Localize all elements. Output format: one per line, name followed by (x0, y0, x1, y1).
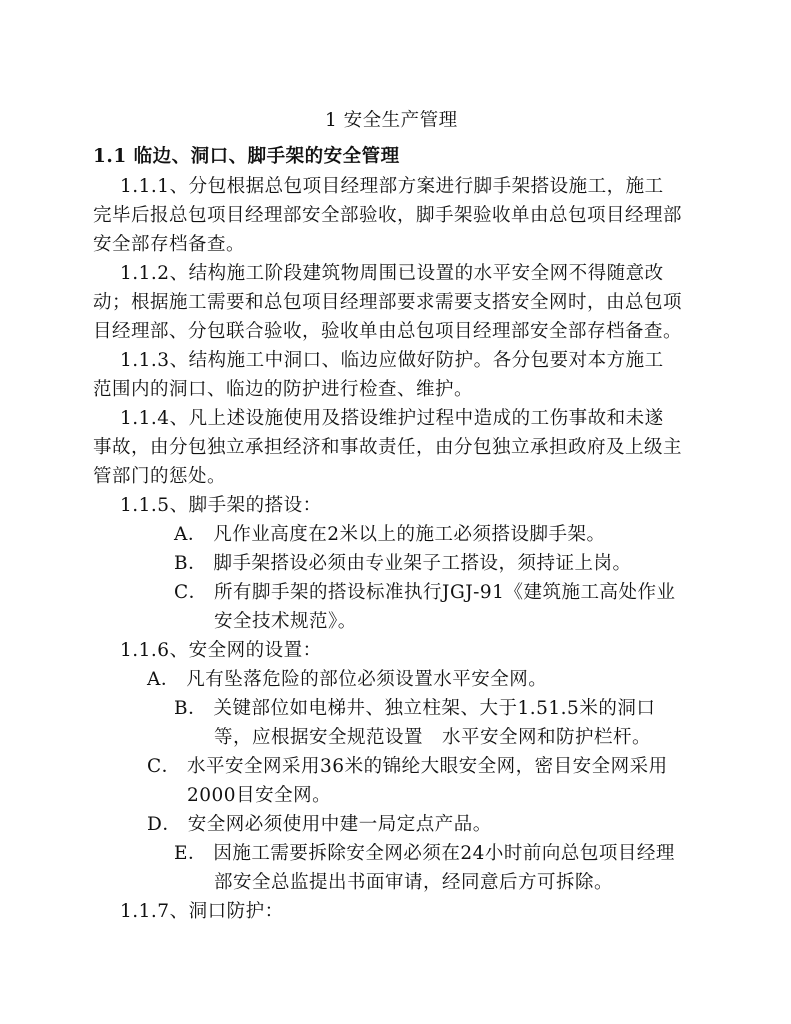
paragraph-line: 管部门的惩处。 (93, 466, 227, 487)
list-item: A． 凡作业高度在2米以上的施工必须搭设脚手架。 (174, 524, 606, 545)
subsection-heading: 1.1.6、安全网的设置： (120, 640, 322, 661)
list-item: D． 安全网必须使用中建一局定点产品。 (147, 814, 492, 835)
section-heading: 1.1 临边、洞口、脚手架的安全管理 (93, 146, 400, 167)
paragraph-line: 事故，由分包独立承担经济和事故责任，由分包独立承担政府及上级主 (93, 437, 683, 458)
paragraph-line: 动；根据施工需要和总包项目经理部要求需要支搭安全网时，由总包项 (93, 292, 683, 313)
paragraph-line: 1.1.3、结构施工中洞口、临边应做好防护。各分包要对本方施工 (120, 350, 664, 371)
paragraph-line: 安全部存档备查。 (93, 234, 246, 255)
list-item-continuation: 2000目安全网。 (187, 785, 332, 806)
list-item: B． 关键部位如电梯井、独立柱架、大于1.51.5米的洞口 (174, 698, 656, 719)
list-item: A． 凡有坠落危险的部位必须设置水平安全网。 (147, 669, 548, 690)
list-item: C． 所有脚手架的搭设标准执行JGJ-91《建筑施工高处作业 (174, 582, 676, 603)
paragraph-line: 完毕后报总包项目经理部安全部验收，脚手架验收单由总包项目经理部 (93, 205, 683, 226)
subsection-heading: 1.1.5、脚手架的搭设： (120, 495, 322, 516)
page-title: 1 安全生产管理 (325, 110, 458, 131)
list-item: C． 水平安全网采用36米的锦纶大眼安全网，密目安全网采用 (147, 756, 668, 777)
list-item-continuation: 部安全总监提出书面审请，经同意后方可拆除。 (214, 872, 614, 893)
list-item: B． 脚手架搭设必须由专业架子工搭设，须持证上岗。 (174, 553, 632, 574)
paragraph-line: 目经理部、分包联合验收，验收单由总包项目经理部安全部存档备查。 (93, 321, 683, 342)
paragraph-line: 1.1.2、结构施工阶段建筑物周围已设置的水平安全网不得随意改 (120, 263, 664, 284)
list-item-continuation: 安全技术规范》。 (214, 611, 357, 632)
paragraph-line: 1.1.4、凡上述设施使用及搭设维护过程中造成的工伤事故和未遂 (120, 408, 664, 429)
list-item-continuation: 等，应根据安全规范设置 水平安全网和防护栏杆。 (214, 727, 652, 748)
paragraph-line: 范围内的洞口、临边的防护进行检查、维护。 (93, 379, 474, 400)
subsection-heading: 1.1.7、洞口防护： (120, 901, 284, 922)
paragraph-line: 1.1.1、分包根据总包项目经理部方案进行脚手架搭设施工，施工 (120, 176, 664, 197)
list-item: E． 因施工需要拆除安全网必须在24小时前向总包项目经理 (174, 843, 675, 864)
